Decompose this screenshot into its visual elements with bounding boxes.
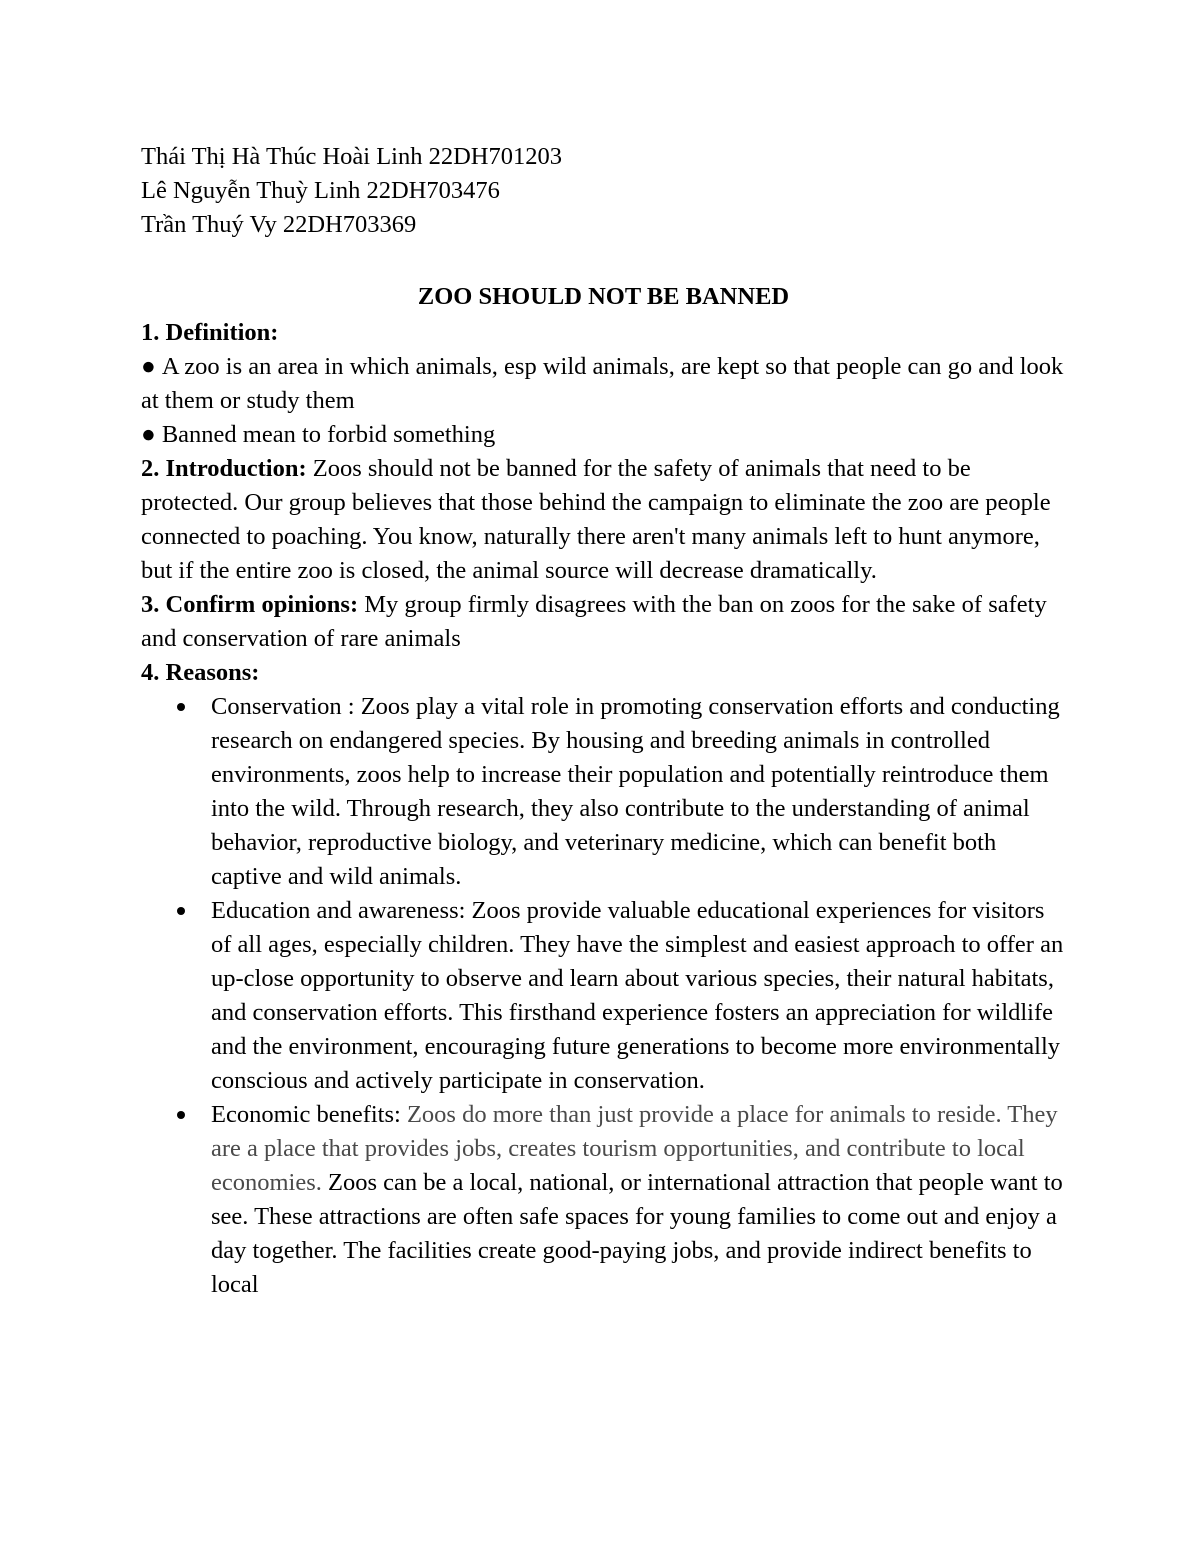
bullet-symbol: ● (141, 353, 156, 380)
reasons-section (141, 656, 1066, 1302)
definition-text: Banned mean to forbid something (161, 421, 496, 448)
bullet-dot-icon (177, 703, 185, 711)
author-list (141, 140, 1066, 242)
introduction-section (141, 452, 1066, 588)
confirm-opinions-heading: 3. Confirm opinions: (141, 591, 359, 618)
reasons-heading: 4. Reasons: (141, 659, 260, 686)
reason-text: Zoos can be a local, national, or international attraction that people want to see. These attractions are often safe spaces for young families to come out and enjoy a day together. The facilities create good-paying jobs, and provide indirect benefits to local (211, 1169, 1063, 1298)
bullet-symbol: ● (141, 421, 156, 448)
reasons-list (141, 690, 1066, 1302)
confirm-opinions-text: My group firmly disagrees with the ban on zoos for the sake of safety and conservation of rare animals (141, 591, 1047, 652)
bullet-dot-icon (177, 907, 185, 915)
definition-text: A zoo is an area in which animals, esp wild animals, are kept so that people can go and look at them or study them (141, 353, 1064, 414)
definition-item (141, 418, 1066, 452)
bullet-dot-icon (177, 1111, 185, 1119)
reason-label: Economic benefits: (211, 1101, 407, 1128)
author-name: Thái Thị Hà Thúc Hoài Linh 22DH701203 (141, 143, 562, 170)
reason-text: Education and awareness: Zoos provide valuable educational experiences for visitors of all ages, especially children. They have the simplest and easiest approach to offer an up-close opportunity to observe and learn about various species, their natural habitats, and conservation efforts. This firsthand experience fosters an appreciation for wildlife and the environment, encouraging future generations to become more environmentally conscious and actively participate in conservation. (211, 897, 1064, 1094)
author-name: Trần Thuý Vy 22DH703369 (141, 211, 417, 238)
reason-text: Conservation : Zoos play a vital role in promoting conservation efforts and conducting research on endangered species. By housing and breeding animals in controlled environments, zoos help to increase their population and potentially reintroduce them into the wild. Through research, they also contribute to the understanding of animal behavior, reproductive biology, and veterinary medicine, which can benefit both captive and wild animals. (211, 693, 1060, 890)
reason-item-education (141, 894, 1066, 1098)
confirm-opinions-section (141, 588, 1066, 656)
definition-item (141, 350, 1066, 418)
introduction-heading: 2. Introduction: (141, 455, 307, 482)
reason-item-conservation (141, 690, 1066, 894)
author-name: Lê Nguyễn Thuỳ Linh 22DH703476 (141, 177, 500, 204)
definition-heading: 1. Definition: (141, 319, 279, 346)
document-content (141, 140, 1066, 1302)
introduction-text: Zoos should not be banned for the safety of animals that need to be protected. Our group believes that those behind the campaign to eliminate the zoo are people connected to poaching. You know, naturally there aren't many animals left to hunt anymore, but if the entire zoo is closed, the animal source will decrease dramatically. (141, 455, 1051, 584)
definition-section (141, 316, 1066, 452)
reason-item-economic (141, 1098, 1066, 1302)
reason-muted-text: Zoos do more than just provide a place for animals to reside. They are a place that provides jobs, creates tourism opportunities, and contribute to local economies. (211, 1101, 1058, 1196)
document-title: ZOO SHOULD NOT BE BANNED (417, 283, 790, 310)
